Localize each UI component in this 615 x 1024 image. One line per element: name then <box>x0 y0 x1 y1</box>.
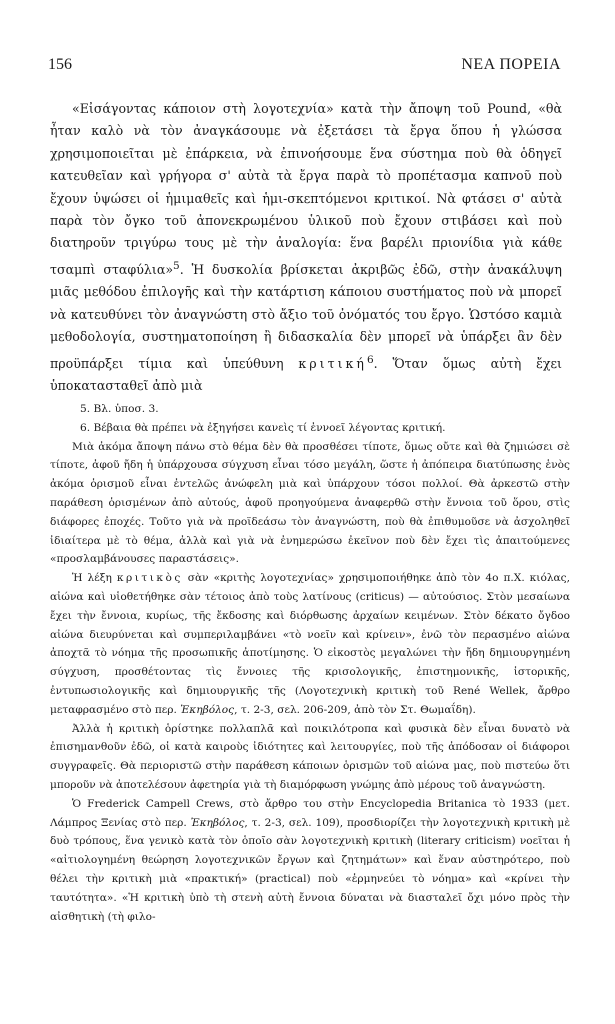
fn6-p4-part-a: Ὁ Frederick Campell Crews, στὸ ἄρθρο του στὴν Encyclopedia Britanica τὸ 1933 (μετ. Λάμπρος Ξενίας στὸ περ. <box>50 797 570 829</box>
fn6-p2-emphasized-word: κριτικὸς <box>116 572 183 585</box>
main-body-text <box>50 98 562 398</box>
fn6-p4-journal-title: Ἐκηβόλος <box>190 816 245 829</box>
footnote-ref-5: 5 <box>173 259 180 272</box>
main-paragraph-part-a: «Εἰσάγοντας κάποιον στὴ λογοτεχνία» κατὰ τὴν ἄποψη τοῦ Pound, «θὰ ἦταν καλὸ νὰ τὸν ἀναγκάσουμε νὰ ἐξετάσει τὰ ἔργα ὅπου ἡ γλώσσα χρησιμοποιεῖται μὲ ἐπάρκεια, νὰ ἐπινοήσουμε ἕνα σύστημα ποὺ θὰ ὁδηγεῖ κατευθεῖαν καὶ γρήγορα σ' αὐτὰ τὰ ἔργα παρὰ τὸ προπέτασμα καπνοῦ ποὺ ἔχουν ὑψώσει οἱ ἡμιμαθεῖς καὶ ἡμι-σκεπτόμενοι κριτικοί. Νὰ φτάσει σ' αὐτὰ παρὰ τὸν ὄγκο τοῦ ἀπονεκρωμένου ὑλικοῦ ποὺ ἔχουν στιβάσει καὶ ποὺ διατηροῦν τριγύρω τους μὲ τὴν ἀναλογία: ἕνα βαρέλι πριονίδια γιὰ κάθε τσαμπὶ σταφύλια» <box>50 101 562 278</box>
main-paragraph-part-b: . Ἡ δυσκολία βρίσκεται ἀκριβῶς ἐδῶ, στὴν ἀνακάλυψη μιᾶς μεθόδου ἐπιλογῆς καὶ τὴν κατάρτιση κάποιου συστήματος ποὺ νὰ μπορεῖ νὰ κατευθύνει τὸν ἀναγνώστη στὸ ἄξιο τοῦ ὀνόματός του ἔργο. Ὡστόσο καμιὰ μεθοδολογία, συστηματοποίηση ἢ διδασκαλία δὲν μπορεῖ νὰ ὑπάρξει ἂν δὲν προϋπάρξει τίμια καὶ ὑπεύθυνη <box>50 262 562 371</box>
footnote-ref-6: 6 <box>366 353 374 366</box>
page-number: 156 <box>48 56 72 73</box>
main-paragraph <box>50 98 562 398</box>
page-header <box>0 56 615 78</box>
footnotes-section <box>50 400 570 926</box>
footnote-6-paragraph-4 <box>50 795 570 927</box>
footnote-6-paragraph-2 <box>50 569 570 719</box>
fn6-p2-part-b: σὰν «κριτὴς λογοτεχνίας» χρησιμοποιήθηκε ἀπὸ τὸν 4ο π.Χ. κιόλας, αἰώνα καὶ υἱοθετήθηκε σὰν τέτοιος ἀπὸ τοὺς λατίνους (criticus) — αὐτούσιος. Στὸν μεσαίωνα ἔχει τὴν ἔννοια, κυρίως, τῆς ἔκδοσης καὶ διόρθωσης ἀρχαίων κειμένων. Στὸν δέκατο ὄγδοο αἰώνα διευρύνεται καὶ συμπεριλαμβάνει «τὸ νοεῖν καὶ κρίνειν», ἐνῶ τὸν περασμένο αἰώνα ἀποχτᾶ τὸ νόημα τῆς προσωπικῆς ἀποτίμησης. Ὁ εἰκοστὸς μεγαλώνει τὴν ἤδη δημιουργημένη σύγχυση, προσθέτοντας τὶς ἔννοιες τῆς κρισολογικῆς, ἐπιστημονικῆς, ἱστορικῆς, ἐντυπωσιολογικῆς καὶ δημιουργικῆς τῆς (Λογοτεχνικὴ κριτικὴ τοῦ René Wellek, ἄρθρο μεταφρασμένο στὸ περ. <box>50 572 570 716</box>
main-paragraph-part-c: . Ὅταν ὅμως αὐτὴ ἔχει ὑποκατασταθεῖ ἀπὸ μιὰ <box>50 355 562 394</box>
fn6-p2-part-c: , τ. 2-3, σελ. 206-209, ἀπὸ τὸν Στ. Θωμαΐδη). <box>234 703 476 716</box>
fn6-p4-part-b: , τ. 2-3, σελ. 109), προσδιορίζει τὴν λογοτεχνικὴ κριτικὴ μὲ δυὸ τρόπους, ἕνα γενικὸ κατὰ τὸν ὁποῖο σὰν λογοτεχνικὴ κριτικὴ (literary criticism) νοεῖται ἡ «αἰτιολογημένη θεώρηση λογοτεχνικῶν ἔργων καὶ ζητημάτων» καὶ ἕναν αὐστηρότερο, ποὺ θέλει τὴν κριτικὴ μιὰ «πρακτική» (practical) ποὺ «ἑρμηνεύει τὸ νόημα» καὶ «κρίνει τὴν ταυτότητα». «Ἡ κριτικὴ ὑπὸ τὴ στενὴ αὐτὴ ἔννοια δύναται νὰ διασταλεῖ ὄχι μόνο πρὸς τὴν αἰσθητικὴ (τὴ φιλο- <box>50 816 570 923</box>
footnote-6-paragraph-3: Ἀλλὰ ἡ κριτικὴ ὁρίστηκε πολλαπλᾶ καὶ ποικιλότροπα καὶ φυσικὰ δὲν εἶναι δυνατὸ νὰ ἐπισημανθοῦν ἐδῶ, οἱ κατὰ καιροὺς ἰδιότητες καὶ λειτουργίες, ποὺ τῆς ἀπόδοσαν οἱ διάφοροι συγγραφεῖς. Θὰ περιοριστῶ στὴν παράθεση κάποιων ὁρισμῶν τοῦ αἰώνα μας, ποὺ πιστεύω ὅτι μποροῦν νὰ ἀποτελέσουν ἀφετηρία γιὰ τὴ διαμόρφωση γνώμης ἀπὸ μέρους τοῦ ἀναγνώστη. <box>50 722 570 791</box>
emphasized-word: κριτική <box>298 355 367 371</box>
fn6-p2-journal-title: Ἐκηβόλος <box>180 703 235 716</box>
footnote-5: 5. Βλ. ὑποσ. 3. <box>80 403 159 415</box>
running-title: ΝΕΑ ΠΟΡΕΙΑ <box>461 56 561 73</box>
fn6-p2-part-a: Ἡ λέξη <box>72 572 112 585</box>
footnote-6-heading: 6. Βέβαια θὰ πρέπει νὰ ἐξηγήσει κανεὶς τί ἐννοεῖ λέγοντας κριτική. <box>80 421 446 434</box>
footnote-6-paragraph-1: Μιὰ ἀκόμα ἄποψη πάνω στὸ θέμα δὲν θὰ προσθέσει τίποτε, ὅμως οὔτε καὶ θὰ ζημιώσει σὲ τίποτε, ἀφοῦ ἤδη ἡ ὑπάρχουσα σύγχυση εἶναι τόσο μεγάλη, ὥστε ἡ ἀπόπειρα διατύπωσης ἑνὸς ἀκόμα ὁρισμοῦ εἶναι ἐντελῶς ἀνώφελη μιὰ καὶ ὑπάρχουν τόσοι πολλοί. Θὰ ἀρκεστῶ στὴν παράθεση ὁρισμένων ἀπὸ αὐτούς, ἀφοῦ προηγούμενα ἀναφερθῶ στὴν ἔννοια τοῦ ὅρου, στὶς διάφορες ἐποχές. Τοῦτο γιὰ νὰ προϊδεάσω τὸν ἀναγνώστη, ποὺ θὰ ἐπιθυμοῦσε νὰ ἀσχοληθεῖ ἰδιαίτερα μὲ τὸ θέμα, ἀλλὰ καὶ γιὰ νὰ ἐνημερώσω ἐκεῖνον ποὺ δὲν ἔχει τὶς ἀπαιτούμενες «προσλαμβάνουσες παραστάσεις». <box>50 440 570 566</box>
